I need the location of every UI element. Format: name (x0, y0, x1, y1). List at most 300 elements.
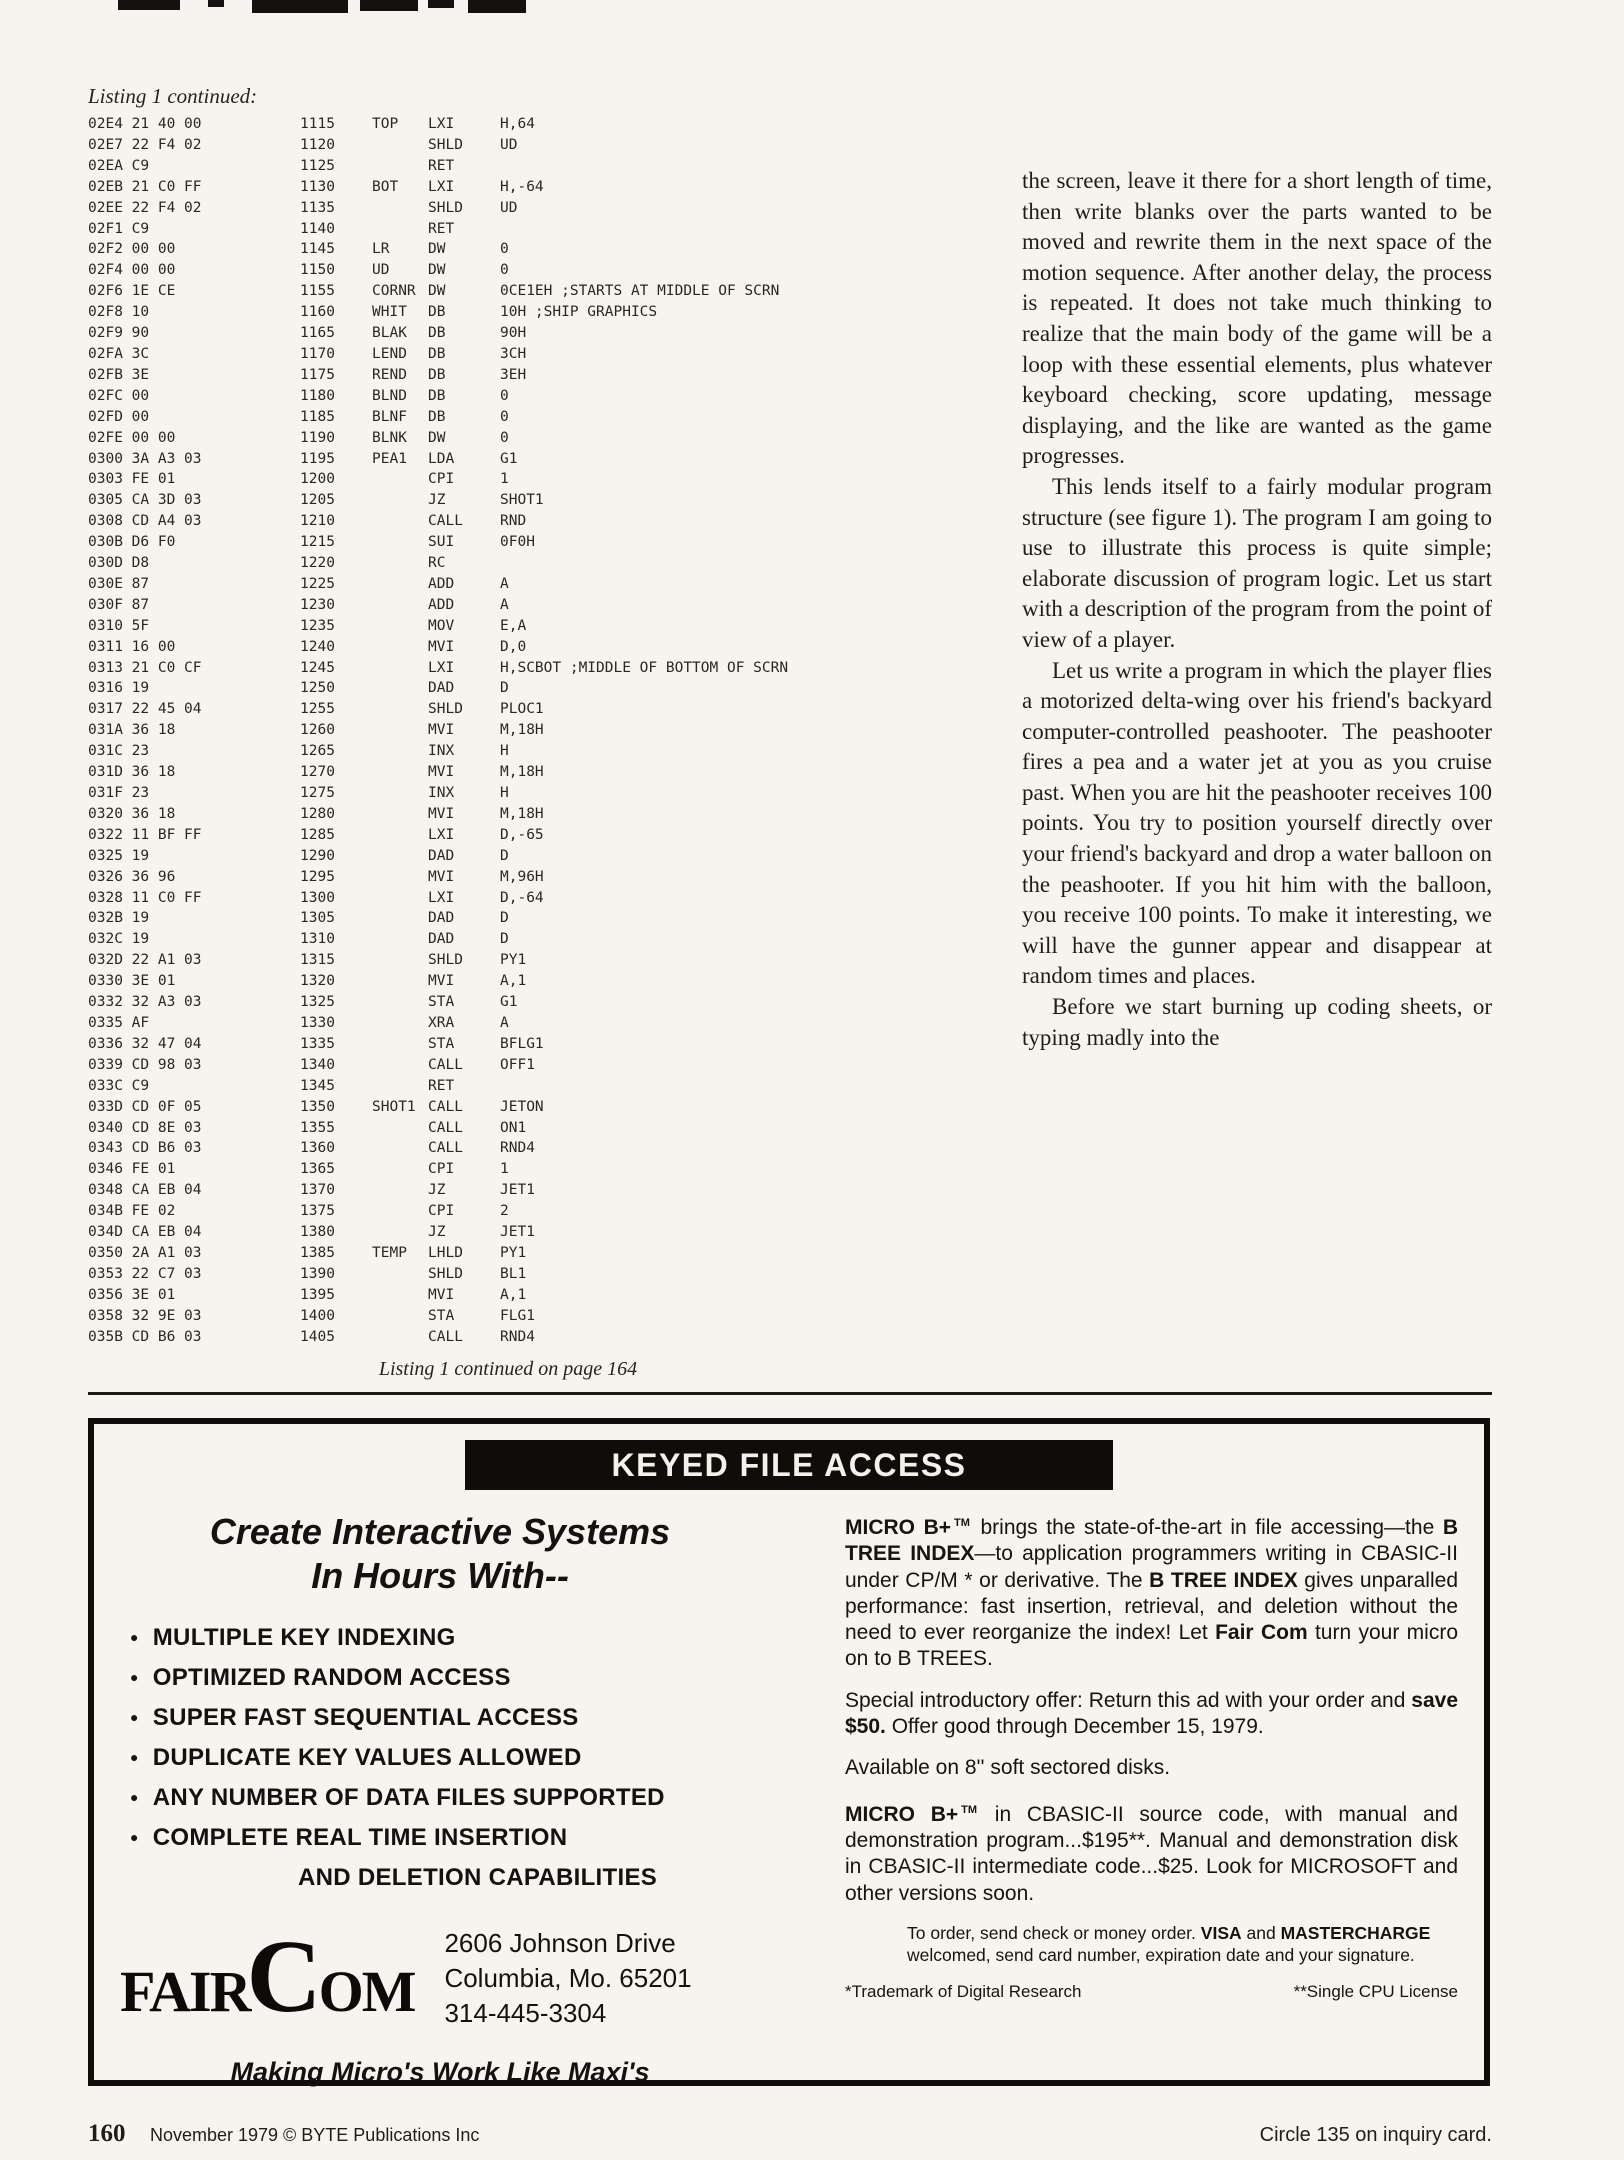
listing-row (88, 1264, 968, 1285)
listing-line-number: 1370 (300, 1182, 335, 1199)
listing-operand: M,18H (500, 805, 544, 822)
listing-machine-code: 0346 FE 01 (88, 1161, 176, 1178)
listing-row (88, 323, 968, 344)
listing-mnemonic: MVI (428, 764, 455, 781)
text-run: B TREE INDEX (1149, 1568, 1298, 1592)
listing-operand: 3EH (500, 366, 527, 383)
text-run: MASTERCHARGE (1280, 1922, 1431, 1943)
listing-row (88, 699, 968, 720)
page-footer (88, 2120, 1492, 2148)
listing-mnemonic: DAD (428, 847, 455, 864)
text-run: Special introductory offer: Return this ad with your order and (845, 1688, 1412, 1712)
listing-line-number: 1165 (300, 325, 335, 342)
ad-footnotes (845, 1982, 1458, 2002)
listing-line-number: 1405 (300, 1328, 335, 1345)
listing-operand: 0CE1EH ;STARTS AT MIDDLE OF SCRN (500, 283, 780, 300)
listing-operand: 3CH (500, 345, 527, 362)
listing-machine-code: 02E4 21 40 00 (88, 116, 202, 132)
bullet-icon: ● (130, 1829, 139, 1845)
listing-mnemonic: DB (428, 387, 446, 404)
listing-operand: H (500, 743, 509, 760)
listing-machine-code: 032B 19 (88, 910, 150, 927)
listing-line-number: 1245 (300, 659, 335, 676)
listing-line-number: 1335 (300, 1035, 335, 1052)
ad-address-line: 2606 Johnson Drive (444, 1928, 676, 1958)
listing-label: SHOT1 (372, 1098, 416, 1115)
listing-row (88, 762, 968, 783)
listing-mnemonic: DB (428, 325, 446, 342)
listing-label (372, 1285, 428, 1306)
bullet-icon: ● (130, 1709, 139, 1725)
listing-operand: D,-65 (500, 826, 544, 843)
listing-label (372, 198, 428, 219)
listing-machine-code: 02FE 00 00 (88, 429, 176, 446)
listing-row (88, 867, 968, 888)
ad-feature-item (130, 1824, 760, 1852)
ad-logo-row (120, 1918, 760, 2034)
listing-row (88, 219, 968, 240)
listing-line-number: 1365 (300, 1161, 335, 1178)
listing-machine-code: 0328 11 C0 FF (88, 889, 202, 906)
text-run: turn your micro on to B TREES. (845, 1621, 1459, 1671)
listing-row (88, 449, 968, 470)
listing-mnemonic: DW (428, 429, 446, 446)
listing-operand: RND4 (500, 1140, 535, 1157)
listing-line-number: 1355 (300, 1119, 335, 1136)
text-run: TM (954, 1517, 970, 1529)
listing-operand: D (500, 680, 509, 697)
listing-label (372, 490, 428, 511)
listing-row (88, 888, 968, 909)
listing-row (88, 344, 968, 365)
listing-machine-code: 02F4 00 00 (88, 262, 176, 279)
listing-line-number: 1270 (300, 764, 335, 781)
listing-label (372, 929, 428, 950)
text-run: in CBASIC-II source code, with manual and demonstration program...$195**. Manual and demonstration disk in CBASIC-II intermediate code...$25. Look for MICROSOFT and other versions soon. (845, 1802, 1458, 1905)
listing-row (88, 1327, 968, 1348)
listing-machine-code: 033C C9 (88, 1077, 150, 1094)
ad-order-note (907, 1922, 1458, 1966)
listing-label (372, 804, 428, 825)
listing-label (372, 867, 428, 888)
listing-label (372, 574, 428, 595)
listing-label (372, 1327, 428, 1348)
listing-mnemonic: DW (428, 262, 446, 279)
listing-line-number: 1395 (300, 1286, 335, 1303)
text-run: and (1241, 1922, 1281, 1943)
listing-mnemonic: DAD (428, 931, 455, 948)
listing-machine-code: 0356 3E 01 (88, 1286, 176, 1303)
listing-operand: D,-64 (500, 889, 544, 906)
listing-mnemonic: LXI (428, 659, 455, 676)
listing-machine-code: 02F2 00 00 (88, 241, 176, 258)
listing-machine-code: 0348 CA EB 04 (88, 1182, 202, 1199)
listing-mnemonic: MVI (428, 973, 455, 990)
listing-mnemonic: CALL (428, 1119, 463, 1136)
listing-label: BLND (372, 387, 407, 404)
listing-row (88, 428, 968, 449)
ad-address-line: Columbia, Mo. 65201 (444, 1963, 692, 1994)
listing-label (372, 469, 428, 490)
listing-operand: H,-64 (500, 178, 544, 195)
scan-artifact (468, 0, 526, 13)
listing-label (372, 219, 428, 240)
listing-mnemonic: STA (428, 1307, 455, 1324)
listing-line-number: 1170 (300, 345, 335, 362)
listing-label (372, 1076, 428, 1097)
listing-row (88, 950, 968, 971)
listing-label (372, 637, 428, 658)
listing-mnemonic: DB (428, 366, 446, 383)
listing-row (88, 407, 968, 428)
listing-mnemonic: ADD (428, 575, 455, 592)
listing-mnemonic: JZ (428, 492, 446, 509)
listing-line-number: 1380 (300, 1224, 335, 1241)
listing-row (88, 846, 968, 867)
bullet-icon: ● (130, 1629, 139, 1645)
listing-machine-code: 0332 32 A3 03 (88, 994, 202, 1011)
listing-operand: JETON (500, 1098, 544, 1115)
listing-machine-code: 0343 CD B6 03 (88, 1140, 202, 1157)
listing-row (88, 553, 968, 574)
listing-mnemonic: LHLD (428, 1244, 463, 1261)
listing-row (88, 574, 968, 595)
listing-line-number: 1135 (300, 199, 335, 216)
listing-continued-note: Listing 1 continued on page 164 (378, 1358, 638, 1380)
listing-operand: UD (500, 136, 518, 153)
bullet-icon: ● (130, 1669, 139, 1685)
listing-machine-code: 02FC 00 (88, 387, 150, 404)
listing-mnemonic: RET (428, 220, 455, 237)
listing-operand: OFF1 (500, 1056, 535, 1073)
listing-mnemonic: DAD (428, 910, 455, 927)
listing-operand: 0 (500, 262, 509, 279)
listing-operand: SHOT1 (500, 492, 544, 509)
listing-operand: 1 (500, 471, 509, 488)
listing-line-number: 1305 (300, 910, 335, 927)
listing-operand: 0 (500, 429, 509, 446)
listing-label: PEA1 (372, 450, 407, 467)
listing-row (88, 239, 968, 260)
listing-row (88, 1076, 968, 1097)
listing-label (372, 1180, 428, 1201)
listing-mnemonic: INX (428, 785, 455, 801)
listing-machine-code: 035B CD B6 03 (88, 1328, 202, 1345)
text-run: Offer good through December 15, 1979. (885, 1715, 1264, 1739)
listing-row (88, 783, 968, 804)
listing-mnemonic: CPI (428, 471, 455, 488)
listing-label: BLNK (372, 429, 407, 446)
listing-operand: D (500, 931, 509, 948)
ad-feature-label: ANY NUMBER OF DATA FILES SUPPORTED (152, 1784, 665, 1811)
listing-line-number: 1320 (300, 973, 335, 990)
listing-label (372, 825, 428, 846)
listing-operand: BFLG1 (500, 1035, 544, 1052)
listing-machine-code: 0353 22 C7 03 (88, 1265, 202, 1282)
ad-feature-label: OPTIMIZED RANDOM ACCESS (152, 1664, 511, 1691)
listing-operand: JET1 (500, 1182, 535, 1199)
ad-feature-item (130, 1784, 760, 1812)
listing-operand (500, 553, 968, 574)
listing-mnemonic: CALL (428, 1098, 463, 1115)
listing-machine-code: 031A 36 18 (88, 722, 176, 739)
listing-line-number: 1230 (300, 596, 335, 613)
listing-machine-code: 02F9 90 (88, 325, 150, 342)
listing-machine-code: 02EA C9 (88, 157, 150, 174)
listing-line-number: 1360 (300, 1140, 335, 1157)
listing-line-number: 1300 (300, 889, 335, 906)
ad-address-line: 314-445-3304 (444, 1998, 607, 2029)
listing-label: LR (372, 241, 390, 258)
listing-row (88, 637, 968, 658)
listing-machine-code: 0326 36 96 (88, 868, 176, 885)
listing-mnemonic: ADD (428, 596, 455, 613)
ad-header-title: KEYED FILE ACCESS (611, 1446, 967, 1483)
listing-machine-code: 0330 3E 01 (88, 973, 176, 990)
listing-operand: 1 (500, 1161, 509, 1178)
listing-machine-code: 0320 36 18 (88, 805, 176, 822)
listing-machine-code: 02E7 22 F4 02 (88, 136, 202, 153)
listing-operand (500, 1076, 968, 1097)
listing-mnemonic: XRA (428, 1014, 455, 1031)
logo-text-om: OM (318, 1958, 415, 2024)
listing-mnemonic: STA (428, 1035, 455, 1052)
scan-artifact (360, 0, 418, 11)
listing-line-number: 1330 (300, 1014, 335, 1031)
text-run: TM (961, 1803, 978, 1816)
listing-machine-code: 030B D6 F0 (88, 534, 176, 551)
listing-machine-code: 031C 23 (88, 743, 150, 760)
listing-row (88, 1285, 968, 1306)
listing-label: TEMP (372, 1244, 407, 1261)
listing-machine-code: 030D D8 (88, 555, 150, 572)
listing-row (88, 135, 968, 156)
listing-mnemonic: INX (428, 743, 455, 760)
listing-row (88, 302, 968, 323)
listing-row (88, 469, 968, 490)
listing-operand: A (500, 1014, 509, 1031)
listing-mnemonic: MOV (428, 617, 455, 634)
listing-operand: 2 (500, 1203, 509, 1220)
listing-operand: 0 (500, 241, 509, 258)
listing-row (88, 908, 968, 929)
ad-feature-continuation: AND DELETION CAPABILITIES (298, 1864, 658, 1891)
divider-rule (88, 1392, 1492, 1395)
listing-mnemonic: SHLD (428, 199, 463, 216)
listing-label (372, 846, 428, 867)
listing-label: REND (372, 366, 407, 383)
text-run: gives unparalled performance: fast insertion, retrieval, and deletion without the need to ever reorganize the index! Let (845, 1568, 1458, 1645)
listing-row (88, 198, 968, 219)
listing-row (88, 386, 968, 407)
listing-machine-code: 0310 5F (88, 617, 150, 634)
listing-machine-code: 0317 22 45 04 (88, 701, 202, 718)
listing-mnemonic: CPI (428, 1203, 455, 1220)
listing-operand (500, 219, 968, 240)
listing-line-number: 1130 (300, 178, 335, 195)
listing-mnemonic: SHLD (428, 701, 463, 718)
ad-paragraph (845, 1755, 1458, 1781)
listing-label (372, 1138, 428, 1159)
listing-mnemonic: LXI (428, 178, 455, 195)
ad-paragraph (845, 1510, 1458, 1673)
listing-operand: RND (500, 513, 527, 530)
listing-line-number: 1340 (300, 1056, 335, 1073)
listing-machine-code: 034D CA EB 04 (88, 1224, 202, 1241)
listing-mnemonic: LXI (428, 826, 455, 843)
scan-artifact (118, 0, 180, 10)
listing-machine-code: 0350 2A A1 03 (88, 1244, 202, 1261)
listing-row (88, 741, 968, 762)
listing-mnemonic: RET (428, 1077, 455, 1094)
listing-row (88, 658, 968, 679)
listing-line-number: 1220 (300, 555, 335, 572)
listing-line-number: 1225 (300, 575, 335, 592)
text-run: Fair Com (1215, 1621, 1308, 1645)
listing-label (372, 1222, 428, 1243)
listing-machine-code: 0313 21 C0 CF (88, 659, 202, 676)
listing-row (88, 511, 968, 532)
listing-row (88, 1138, 968, 1159)
ad-feature-item (130, 1744, 760, 1772)
publication-credit: November 1979 © BYTE Publications Inc (149, 2125, 480, 2145)
article-paragraph: Before we start burning up coding sheets, or typing madly into the (1022, 994, 1492, 1050)
listing-operand: M,96H (500, 868, 544, 885)
listing-mnemonic: JZ (428, 1182, 446, 1199)
listing-mnemonic: SUI (428, 534, 455, 551)
text-run: To order, send check or money order. (907, 1922, 1201, 1943)
text-run: welcomed, send card number, expiration date and your signature. (907, 1944, 1415, 1965)
article-paragraph: Let us write a program in which the player flies a motorized delta-wing over his friend's backyard computer-controlled peashooter. The peashooter fires a pea and a water jet at you as you cruise past. When you are hit the peashooter receives 100 points. You try to position yourself directly over your friend's backyard and drop a water balloon on the peashooter. If you hit him with the balloon, you receive 100 points. To make it interesting, we will have the gunner appear and disappear at random times and places. (1022, 657, 1492, 989)
listing-label (372, 135, 428, 156)
listing-machine-code: 031D 36 18 (88, 764, 176, 781)
listing-row (88, 532, 968, 553)
listing-mnemonic: CALL (428, 513, 463, 530)
inquiry-card-note: Circle 135 on inquiry card. (1259, 2124, 1492, 2146)
listing-line-number: 1155 (300, 283, 335, 300)
listing-label (372, 699, 428, 720)
listing-row (88, 365, 968, 386)
listing-line-number: 1235 (300, 617, 335, 634)
listing-line-number: 1375 (300, 1203, 335, 1220)
listing-row (88, 595, 968, 616)
listing-machine-code: 0325 19 (88, 847, 150, 864)
listing-machine-code: 033D CD 0F 05 (88, 1098, 202, 1115)
listing-line-number: 1290 (300, 847, 335, 864)
ad-feature-list (120, 1624, 760, 1852)
listing-machine-code: 0308 CD A4 03 (88, 513, 202, 530)
listing-mnemonic: CPI (428, 1161, 455, 1178)
listing-operand: PY1 (500, 1244, 527, 1261)
text-run: B TREE INDEX (845, 1516, 1459, 1566)
listing-operand: UD (500, 199, 518, 216)
ad-footnote-license: **Single CPU License (1293, 1981, 1458, 2001)
listing-line-number: 1205 (300, 492, 335, 509)
listing-mnemonic: DB (428, 408, 446, 425)
listing-machine-code: 02F1 C9 (88, 220, 150, 237)
listing-mnemonic: SHLD (428, 136, 463, 153)
listing-row (88, 971, 968, 992)
listing-machine-code: 0358 32 9E 03 (88, 1307, 202, 1324)
listing-mnemonic: JZ (428, 1224, 446, 1241)
listing-operand: H,64 (500, 116, 535, 132)
listing-operand: 90H (500, 325, 527, 342)
listing-operand: G1 (500, 994, 518, 1011)
listing-label: BLAK (372, 325, 407, 342)
listing-operand: D,0 (500, 638, 527, 655)
listing-operand: E,A (500, 617, 527, 634)
listing-label (372, 658, 428, 679)
listing-row (88, 1306, 968, 1327)
listing-machine-code: 031F 23 (88, 785, 150, 801)
listing-label (372, 678, 428, 699)
listing-line-number: 1310 (300, 931, 335, 948)
scan-artifact (428, 0, 454, 8)
ad-feature-item (130, 1664, 760, 1692)
listing-mnemonic: RET (428, 157, 455, 174)
listing-line-number: 1295 (300, 868, 335, 885)
listing-mnemonic: DW (428, 283, 446, 300)
listing-line-number: 1345 (300, 1077, 335, 1094)
listing-row (88, 260, 968, 281)
listing-line-number: 1145 (300, 241, 335, 258)
listing-operand: M,18H (500, 722, 544, 739)
listing-row (88, 616, 968, 637)
listing-mnemonic: CALL (428, 1328, 463, 1345)
listing-row (88, 1118, 968, 1139)
listing-label (372, 720, 428, 741)
listing-mnemonic: MVI (428, 1286, 455, 1303)
listing-label (372, 1264, 428, 1285)
footer-left (88, 2120, 479, 2148)
ad-feature-item (130, 1624, 760, 1652)
listing-row (88, 1055, 968, 1076)
listing-label (372, 908, 428, 929)
bullet-icon: ● (130, 1789, 139, 1805)
ad-columns (94, 1490, 1484, 2088)
listing-machine-code: 030F 87 (88, 596, 150, 613)
listing-line-number: 1115 (300, 116, 335, 132)
listing-label (372, 971, 428, 992)
listing-row (88, 825, 968, 846)
listing-machine-code: 02FA 3C (88, 345, 150, 362)
listing-operand (500, 156, 968, 177)
listing-mnemonic: MVI (428, 805, 455, 822)
listing-label (372, 741, 428, 762)
listing-line-number: 1285 (300, 826, 335, 843)
listing-line-number: 1210 (300, 513, 335, 530)
ad-paragraph (845, 1797, 1458, 1907)
listing-label: BLNF (372, 408, 407, 425)
logo-text-c: C (246, 1918, 322, 2034)
listing-machine-code: 0339 CD 98 03 (88, 1056, 202, 1073)
page-number: 160 (88, 2120, 126, 2147)
listing-line-number: 1260 (300, 722, 335, 739)
listing-machine-code: 02EB 21 C0 FF (88, 178, 202, 195)
listing-line-number: 1325 (300, 994, 335, 1011)
text-run: MICRO B+ (845, 1802, 959, 1826)
listing-machine-code: 0303 FE 01 (88, 471, 176, 488)
ad-header-bar (465, 1440, 1113, 1490)
listing-line-number: 1390 (300, 1265, 335, 1282)
listing-label (372, 532, 428, 553)
listing-row (88, 156, 968, 177)
listing-operand: G1 (500, 450, 518, 467)
listing-mnemonic: CALL (428, 1140, 463, 1157)
listing-label (372, 1118, 428, 1139)
listing-row (88, 1222, 968, 1243)
listing-operand: ON1 (500, 1119, 527, 1136)
